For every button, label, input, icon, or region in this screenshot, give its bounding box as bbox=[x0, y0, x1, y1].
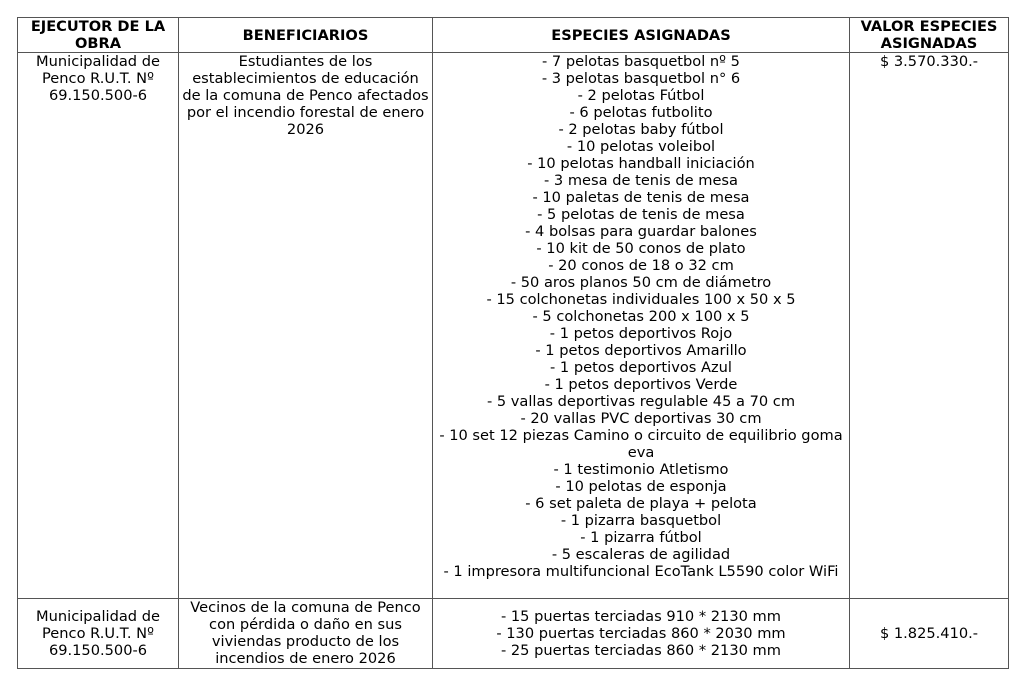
species-item: - 1 pizarra fútbol bbox=[580, 529, 702, 546]
species-item: - 5 pelotas de tenis de mesa bbox=[537, 206, 745, 223]
species-item: - 1 pizarra basquetbol bbox=[560, 512, 722, 529]
species-item: - 50 aros planos 50 cm de diámetro bbox=[510, 274, 772, 291]
species-item: - 10 pelotas voleibol bbox=[566, 138, 716, 155]
executor-cell: Municipalidad de Penco R.U.T. Nº 69.150.500-6 bbox=[18, 53, 179, 599]
species-item: - 3 pelotas basquetbol n° 6 bbox=[541, 70, 741, 87]
executor-cell: Municipalidad de Penco R.U.T. Nº 69.150.500-6 bbox=[18, 599, 179, 669]
species-item: - 10 pelotas handball iniciación bbox=[527, 155, 755, 172]
header-beneficiaries: BENEFICIARIOS bbox=[179, 18, 433, 53]
species-item: - 10 set 12 piezas Camino o circuito de equilibrio goma eva bbox=[439, 427, 843, 461]
species-item: - 20 conos de 18 o 32 cm bbox=[548, 257, 734, 274]
header-species: ESPECIES ASIGNADAS bbox=[433, 18, 850, 53]
table-row bbox=[18, 599, 1009, 669]
species-item: - 15 puertas terciadas 910 * 2130 mm bbox=[500, 608, 781, 625]
species-item: - 7 pelotas basquetbol nº 5 bbox=[542, 53, 740, 70]
species-item: - 6 set paleta de playa + pelota bbox=[525, 495, 757, 512]
species-item: - 1 testimonio Atletismo bbox=[553, 461, 729, 478]
species-item: - 5 escaleras de agilidad bbox=[551, 546, 731, 563]
species-item: - 3 mesa de tenis de mesa bbox=[544, 172, 738, 189]
species-item: - 6 pelotas futbolito bbox=[569, 104, 713, 121]
species-item: - 1 petos deportivos Azul bbox=[550, 359, 732, 376]
species-item: - 1 petos deportivos Amarillo bbox=[535, 342, 747, 359]
species-item: - 4 bolsas para guardar balones bbox=[525, 223, 757, 240]
species-item: - 5 colchonetas 200 x 100 x 5 bbox=[532, 308, 750, 325]
species-item: - 5 vallas deportivas regulable 45 a 70 cm bbox=[486, 393, 796, 410]
species-item: - 1 impresora multifuncional EcoTank L5590 color WiFi bbox=[443, 563, 839, 580]
value-cell: $ 1.825.410.- bbox=[850, 599, 1009, 669]
beneficiaries-cell: Estudiantes de los establecimientos de educación de la comuna de Penco afectados por el incendio forestal de enero 2026 bbox=[179, 53, 433, 599]
species-item: - 1 petos deportivos Rojo bbox=[549, 325, 733, 342]
header-executor: EJECUTOR DE LA OBRA bbox=[18, 18, 179, 53]
header-value: VALOR ESPECIES ASIGNADAS bbox=[850, 18, 1009, 53]
species-item: - 25 puertas terciadas 860 * 2130 mm bbox=[500, 642, 781, 659]
species-item: - 130 puertas terciadas 860 * 2030 mm bbox=[496, 625, 786, 642]
species-item: - 2 pelotas baby fútbol bbox=[558, 121, 724, 138]
species-allocation-table bbox=[17, 17, 1009, 669]
species-item: - 10 paletas de tenis de mesa bbox=[532, 189, 750, 206]
species-item: - 15 colchonetas individuales 100 x 50 x 5 bbox=[486, 291, 796, 308]
species-item: - 10 kit de 50 conos de plato bbox=[536, 240, 746, 257]
header-row bbox=[18, 18, 1009, 53]
species-item: - 20 vallas PVC deportivas 30 cm bbox=[520, 410, 762, 427]
species-cell bbox=[433, 599, 850, 669]
table-row bbox=[18, 53, 1009, 599]
beneficiaries-cell: Vecinos de la comuna de Penco con pérdida o daño en sus viviendas producto de los incendios de enero 2026 bbox=[179, 599, 433, 669]
species-item: - 1 petos deportivos Verde bbox=[544, 376, 738, 393]
species-item: - 10 pelotas de esponja bbox=[555, 478, 727, 495]
species-item: - 2 pelotas Fútbol bbox=[577, 87, 705, 104]
value-cell: $ 3.570.330.- bbox=[850, 53, 1009, 599]
species-cell bbox=[433, 53, 850, 599]
